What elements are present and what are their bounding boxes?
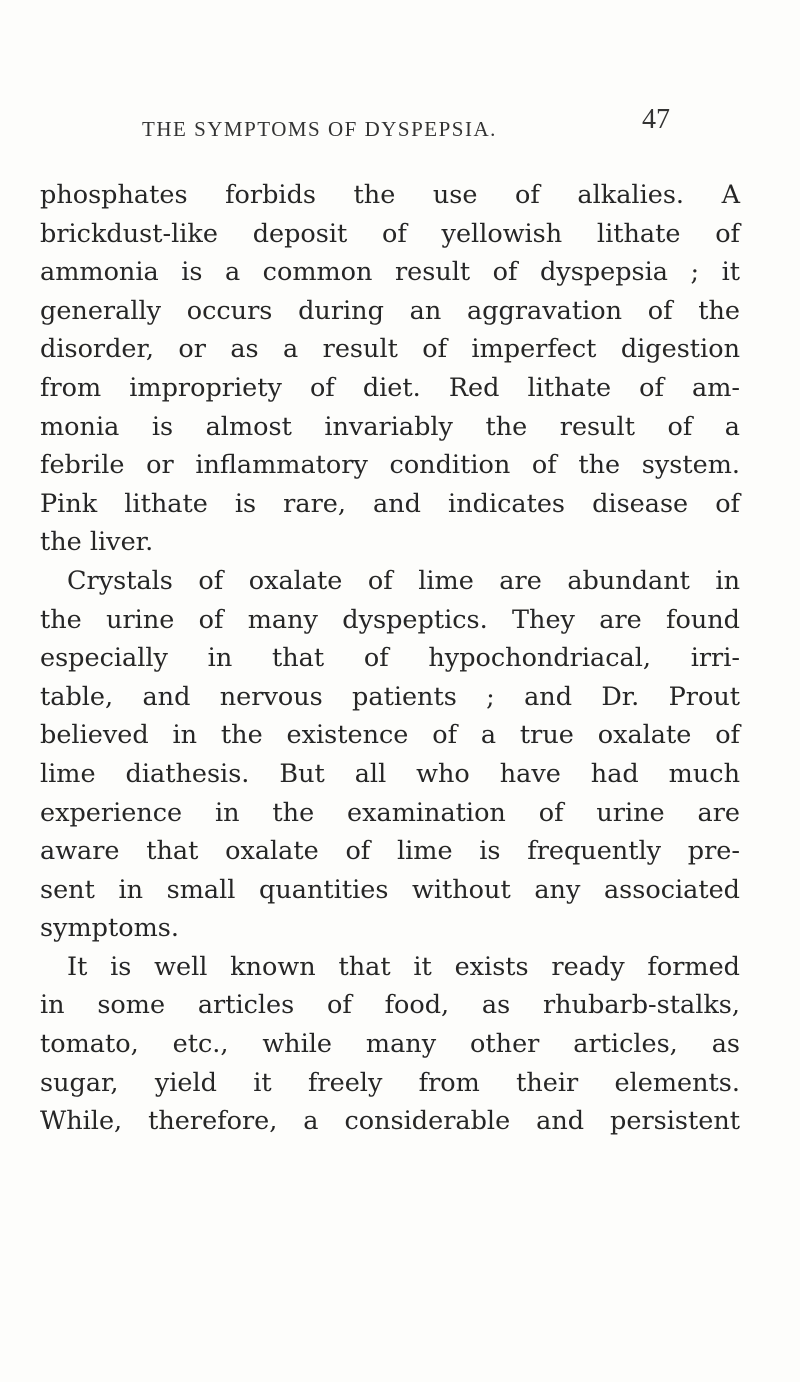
text-line: Pink lithate is rare, and indicates disease of bbox=[40, 488, 740, 519]
text-line: symptoms. bbox=[40, 913, 179, 944]
text-line: tomato, etc., while many other articles, as bbox=[40, 1029, 740, 1060]
text-line: the urine of many dyspeptics. They are found bbox=[40, 604, 740, 635]
running-head: THE SYMPTOMS OF DYSPEPSIA. bbox=[142, 117, 497, 141]
text-line: lime diathesis. But all who have had much bbox=[40, 758, 740, 789]
text-line: especially in that of hypochondriacal, irri- bbox=[40, 643, 740, 674]
text-line: experience in the examination of urine are bbox=[40, 797, 740, 828]
body-text bbox=[40, 176, 740, 1141]
text-line: believed in the existence of a true oxalate of bbox=[40, 720, 740, 751]
text-line: ammonia is a common result of dyspepsia ; it bbox=[40, 257, 740, 288]
text-line: While, therefore, a considerable and persistent bbox=[40, 1106, 740, 1137]
text-line: It is well known that it exists ready formed bbox=[67, 951, 740, 982]
text-line: sent in small quantities without any associated bbox=[40, 874, 740, 905]
text-line: aware that oxalate of lime is frequently pre- bbox=[40, 836, 740, 867]
text-line: disorder, or as a result of imperfect digestion bbox=[40, 334, 740, 365]
text-line: the liver. bbox=[40, 527, 154, 558]
text-line: from impropriety of diet. Red lithate of am- bbox=[40, 372, 740, 403]
page-number: 47 bbox=[642, 104, 670, 135]
text-line: generally occurs during an aggravation of the bbox=[40, 295, 740, 326]
text-line: sugar, yield it freely from their elements. bbox=[40, 1067, 740, 1098]
text-line: Crystals of oxalate of lime are abundant in bbox=[67, 565, 740, 596]
text-line: monia is almost invariably the result of a bbox=[40, 411, 740, 442]
text-line: table, and nervous patients ; and Dr. Prout bbox=[40, 681, 740, 712]
text-line: febrile or inflammatory condition of the system. bbox=[40, 450, 740, 481]
text-line: in some articles of food, as rhubarb-stalks, bbox=[40, 990, 740, 1021]
text-line: phosphates forbids the use of alkalies. A bbox=[40, 180, 740, 210]
text-line: brickdust-like deposit of yellowish lithate of bbox=[40, 218, 740, 249]
